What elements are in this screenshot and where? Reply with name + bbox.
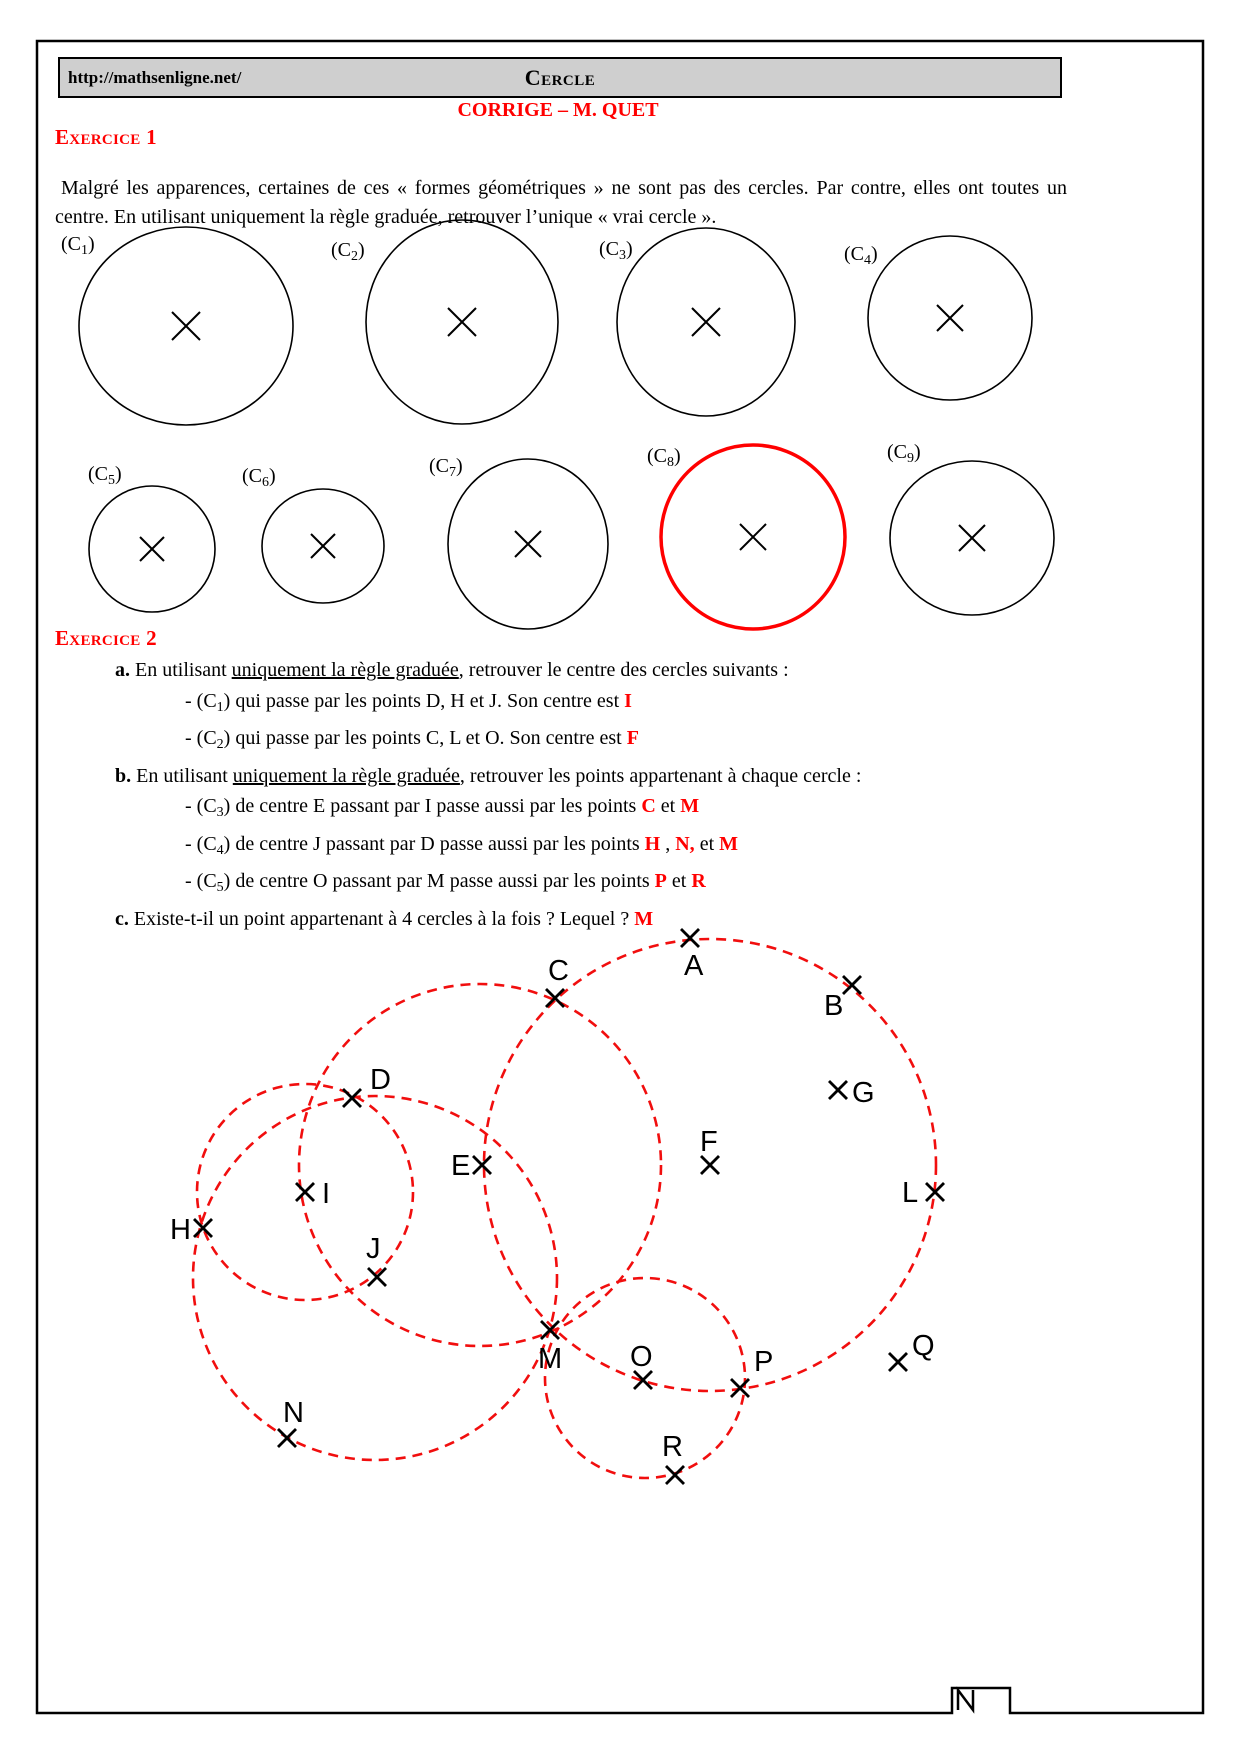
shape-label-C8: $(C_8)$ [647, 445, 681, 470]
text-segment: c. [115, 907, 129, 930]
text-segment: ) qui passe par les points D, H et J. Son centre est [223, 689, 625, 712]
point-label-I: I [322, 1178, 331, 1210]
point-cross-E [473, 1156, 491, 1174]
point-label-M: M [538, 1343, 563, 1375]
text-segment: - (C [185, 870, 217, 892]
text-segment: , retrouver les points appartenant à chaque cercle : [459, 764, 862, 787]
exercise1-intro: Malgré les apparences, certaines de ces « formes géométriques » ne sont pas des cercles. Par contre, elles ont toutes un centre. En utilisant uniquement la règle graduée, retrouver l’unique « vrai cercle ». [55, 177, 1067, 228]
point-label-F: F [700, 1126, 718, 1158]
answer-text: M [634, 907, 654, 930]
answer-text: P [654, 870, 667, 892]
corrige-subtitle: CORRIGE – M. QUET [457, 99, 659, 121]
point-label-H: H [170, 1214, 191, 1246]
point-label-P: P [754, 1346, 774, 1378]
text-segment: En utilisant [131, 764, 233, 787]
text-segment: ) de centre O passant par M passe aussi par les points [223, 870, 655, 892]
text-segment: - (C [185, 795, 217, 817]
answer-text: M [680, 795, 700, 817]
text-segment: 5 [216, 880, 224, 895]
point-cross-P [731, 1379, 749, 1397]
text-segment: et [694, 832, 720, 855]
point-label-R: R [662, 1431, 683, 1463]
point-cross-G [829, 1081, 847, 1099]
text-segment: uniquement la règle graduée [232, 764, 460, 787]
point-label-O: O [630, 1341, 653, 1373]
exercise2-line [55, 791, 1085, 829]
shape-label-C6: $(C_6)$ [242, 465, 276, 490]
exercise2-line [55, 686, 1085, 724]
shape-label-C2: $(C_2)$ [331, 239, 365, 264]
point-label-J: J [366, 1233, 381, 1265]
point-label-G: G [852, 1077, 875, 1109]
shape-label-C5: $(C_5)$ [88, 463, 122, 488]
center-cross-C1 [172, 312, 200, 340]
shape-label-C1: $(C_1)$ [61, 233, 95, 258]
point-cross-R [666, 1466, 684, 1484]
text-segment: et [666, 870, 692, 892]
exercise2-line [55, 761, 1085, 792]
center-cross-C6 [311, 534, 335, 558]
text-segment: 2 [216, 737, 224, 752]
point-cross-J [368, 1268, 386, 1286]
text-segment: b. [115, 764, 132, 787]
point-cross-F [701, 1156, 719, 1174]
answer-text: I [624, 689, 632, 712]
text-segment: En utilisant [130, 659, 232, 681]
text-segment: - (C [185, 689, 217, 712]
exercise1-shapes [36, 218, 1176, 648]
answer-text: F [626, 727, 639, 749]
point-label-E: E [451, 1150, 471, 1182]
exercise2-body [55, 655, 1085, 934]
point-cross-A [681, 929, 699, 947]
answer-text: M [719, 832, 739, 855]
point-label-Q: Q [912, 1330, 935, 1362]
point-cross-Q [889, 1353, 907, 1371]
text-segment: 3 [216, 805, 224, 820]
center-cross-C2 [448, 308, 476, 336]
shape-label-C9: $(C_9)$ [887, 441, 921, 466]
center-cross-C4 [937, 305, 963, 331]
center-cross-C8 [740, 524, 766, 550]
text-segment: ) de centre J passant par D passe aussi par les points [223, 832, 645, 855]
text-segment: Existe-t-il un point appartenant à 4 cercles à la fois ? Lequel ? [128, 907, 635, 930]
center-cross-C7 [515, 531, 541, 557]
point-label-C: C [548, 955, 569, 987]
text-segment: , [660, 832, 676, 855]
doc-title: Cercle [524, 64, 596, 90]
exercise2-line [55, 829, 1085, 867]
exercise2-line [55, 723, 1085, 761]
exercise2-heading: Exercice 2 [55, 626, 157, 650]
exercise2-line [55, 655, 1085, 686]
point-label-L: L [902, 1177, 919, 1209]
text-segment: , retrouver le centre des cercles suivants : [458, 659, 789, 681]
exercise1-heading: Exercice 1 [55, 125, 157, 149]
text-segment: ) de centre E passant par I passe aussi par les points [223, 795, 642, 817]
answer-text: C [641, 795, 656, 817]
header-bar [58, 57, 1062, 98]
point-label-D: D [370, 1064, 391, 1096]
answer-text: R [691, 870, 706, 892]
text-segment: 1 [216, 699, 224, 715]
center-cross-C9 [959, 525, 985, 551]
point-cross-I [296, 1183, 314, 1201]
text-segment: - (C [185, 832, 217, 855]
center-cross-C5 [140, 537, 164, 561]
answer-text: N, [675, 832, 695, 855]
exercise2-line [55, 866, 1085, 904]
text-segment: - (C [185, 727, 217, 749]
shape-label-C4: $(C_4)$ [844, 243, 878, 268]
point-label-A: A [684, 950, 704, 982]
answer-text: H [644, 832, 661, 855]
text-segment: ) qui passe par les points C, L et O. Son centre est [223, 727, 627, 749]
corner-mark [958, 1690, 973, 1710]
center-cross-C3 [692, 308, 720, 336]
point-label-N: N [283, 1397, 304, 1429]
text-segment: uniquement la règle graduée [231, 659, 459, 681]
exercise2-diagram [36, 905, 1204, 1553]
shape-label-C7: $(C_7)$ [429, 455, 463, 480]
point-label-B: B [824, 990, 844, 1022]
site-url[interactable]: http://mathsenligne.net/ [68, 67, 242, 87]
dashed-circle-center-E [299, 984, 661, 1346]
text-segment: a. [115, 659, 130, 681]
shape-label-C3: $(C_3)$ [599, 238, 633, 263]
text-segment: et [655, 795, 681, 817]
point-cross-N [278, 1429, 296, 1447]
text-segment: 4 [216, 842, 224, 858]
